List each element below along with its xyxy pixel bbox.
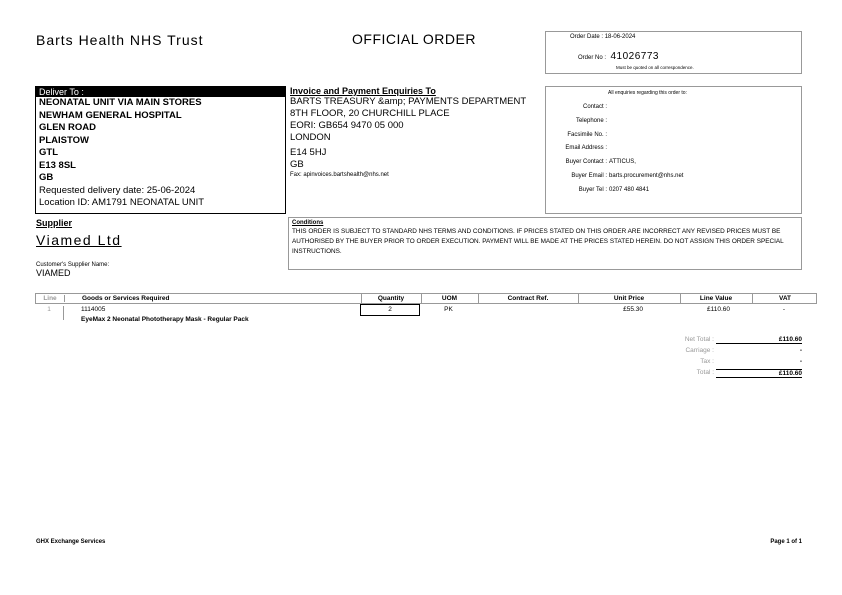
row-vat: -	[782, 306, 786, 313]
order-date-label: Order Date :	[570, 34, 604, 40]
col-quantity: Quantity	[377, 295, 405, 302]
total-row	[640, 358, 802, 369]
enquiries-list	[546, 101, 801, 198]
total-label: Net Total :	[684, 336, 714, 343]
total-value: £110.60	[716, 336, 802, 344]
quote-note: Must be quoted on all correspondence.	[616, 65, 694, 70]
col-line-value: Line Value	[699, 295, 733, 302]
total-value: -	[799, 358, 802, 365]
invoice-heading: Invoice and Payment Enquiries To	[290, 86, 436, 96]
customer-supplier-label: Customer's Supplier Name:	[36, 262, 110, 268]
deliver-to-box	[35, 86, 286, 214]
total-value: £110.60	[716, 369, 802, 378]
enquiry-row	[546, 142, 801, 156]
total-row	[640, 347, 802, 358]
items-table	[35, 293, 817, 328]
supplier-heading: Supplier	[36, 218, 73, 228]
total-value: -	[799, 347, 802, 354]
col-unit-price: Unit Price	[613, 295, 645, 302]
enquiry-label: Email Address :	[565, 145, 607, 152]
enquiry-value: barts.procurement@nhs.net	[609, 172, 684, 179]
invoice-line: 8TH FLOOR, 20 CHURCHILL PLACE	[290, 108, 450, 119]
row-line: 1	[35, 306, 64, 320]
requested-delivery-date: Requested delivery date: 25-06-2024	[39, 184, 196, 196]
deliver-address	[36, 97, 285, 185]
enquiry-row	[546, 170, 801, 184]
location-id: Location ID: AM1791 NEONATAL UNIT	[39, 197, 205, 208]
supplier-name: Viamed Ltd	[36, 232, 122, 248]
invoice-fax: Fax: apinvoices.bartshealth@nhs.net	[290, 172, 389, 178]
total-label: Tax :	[700, 358, 714, 365]
enquiries-note: All enquiries regarding this order to:	[608, 90, 687, 96]
footer-page-number: Page 1 of 1	[770, 539, 802, 545]
invoice-line: GB	[290, 159, 304, 170]
enquiry-label: Buyer Contact :	[565, 159, 607, 166]
organisation-name: Barts Health NHS Trust	[36, 32, 204, 48]
deliver-line: PLAISTOW	[39, 134, 89, 146]
enquiry-label: Buyer Tel :	[578, 186, 607, 193]
col-contract: Contract Ref.	[507, 295, 549, 302]
row-uom: PK	[444, 306, 453, 313]
order-info-box	[545, 31, 802, 74]
enquiry-value: ATTICUS,	[609, 159, 636, 166]
conditions-box	[288, 217, 802, 270]
total-row	[640, 336, 802, 347]
col-vat: VAT	[778, 295, 792, 302]
invoice-line: BARTS TREASURY &amp; PAYMENTS DEPARTMENT	[290, 96, 527, 107]
enquiry-value	[607, 129, 609, 143]
col-goods: Goods or Services Required	[82, 295, 170, 302]
enquiry-row	[546, 115, 801, 129]
enquiry-value: 0207 480 4841	[609, 186, 650, 193]
enquiry-label: Contact :	[582, 104, 607, 110]
footer-service: GHX Exchange Services	[36, 539, 106, 545]
totals-section	[640, 336, 802, 380]
table-row	[35, 304, 817, 328]
enquiry-label: Telephone :	[575, 117, 607, 124]
enquiry-value	[607, 142, 609, 156]
deliver-to-heading: Deliver To :	[36, 87, 285, 97]
enquiry-row	[546, 101, 801, 115]
row-unit-price: £55.30	[623, 306, 643, 313]
order-number-line	[578, 46, 659, 64]
conditions-text: THIS ORDER IS SUBJECT TO STANDARD NHS TERMS AND CONDITIONS. IF PRICES STATED ON THIS ORDER ARE INCORRECT ANY REVISED PRICES MUST BE AUTHORISED BY THE BUYER PRIOR TO ORDER EXECUTION. PAYMENT WILL BE MADE AT THE PRICES STATED HEREIN. DO NOT ASSIGN THIS ORDER SPECIAL INSTRUCTIONS.	[292, 228, 784, 255]
invoice-line: E14 5HJ	[290, 147, 327, 158]
row-description: EyeMax 2 Neonatal Phototherapy Mask - Regular Pack	[81, 316, 249, 323]
invoice-line: LONDON	[290, 132, 331, 143]
order-number-value: 41026773	[610, 51, 659, 62]
deliver-line: GB	[39, 172, 54, 183]
total-label: Total :	[696, 369, 714, 376]
deliver-line: NEWHAM GENERAL HOSPITAL	[39, 109, 182, 121]
enquiry-value	[607, 101, 609, 115]
deliver-line: E13 8SL	[39, 159, 76, 171]
deliver-line: GTL	[39, 147, 58, 158]
total-row	[640, 369, 802, 380]
enquiry-row	[546, 184, 801, 198]
conditions-heading: Conditions	[292, 220, 324, 226]
invoice-section	[290, 86, 545, 178]
deliver-line: NEONATAL UNIT VIA MAIN STORES	[39, 97, 202, 108]
deliver-line: GLEN ROAD	[39, 122, 96, 133]
col-line: Line	[36, 295, 65, 302]
total-label: Carriage :	[685, 347, 714, 354]
enquiry-label: Buyer Email :	[571, 172, 607, 179]
row-quantity: 2	[360, 304, 420, 316]
order-number-label: Order No :	[578, 55, 607, 61]
enquiries-box	[545, 86, 802, 214]
order-date-value: 18-06-2024	[604, 34, 636, 40]
document-title: OFFICIAL ORDER	[352, 31, 476, 47]
enquiry-label: Facsimile No. :	[567, 131, 607, 138]
col-uom: UOM	[441, 295, 458, 302]
row-code: 1114005	[81, 306, 106, 313]
customer-supplier-name: VIAMED	[36, 268, 71, 278]
row-line-value: £110.60	[706, 306, 730, 313]
enquiry-row	[546, 156, 801, 170]
order-date-line	[570, 34, 635, 40]
enquiry-value	[607, 115, 609, 129]
table-header-row	[35, 293, 817, 304]
enquiry-row	[546, 129, 801, 143]
invoice-line: EORI: GB654 9470 05 000	[290, 120, 404, 131]
